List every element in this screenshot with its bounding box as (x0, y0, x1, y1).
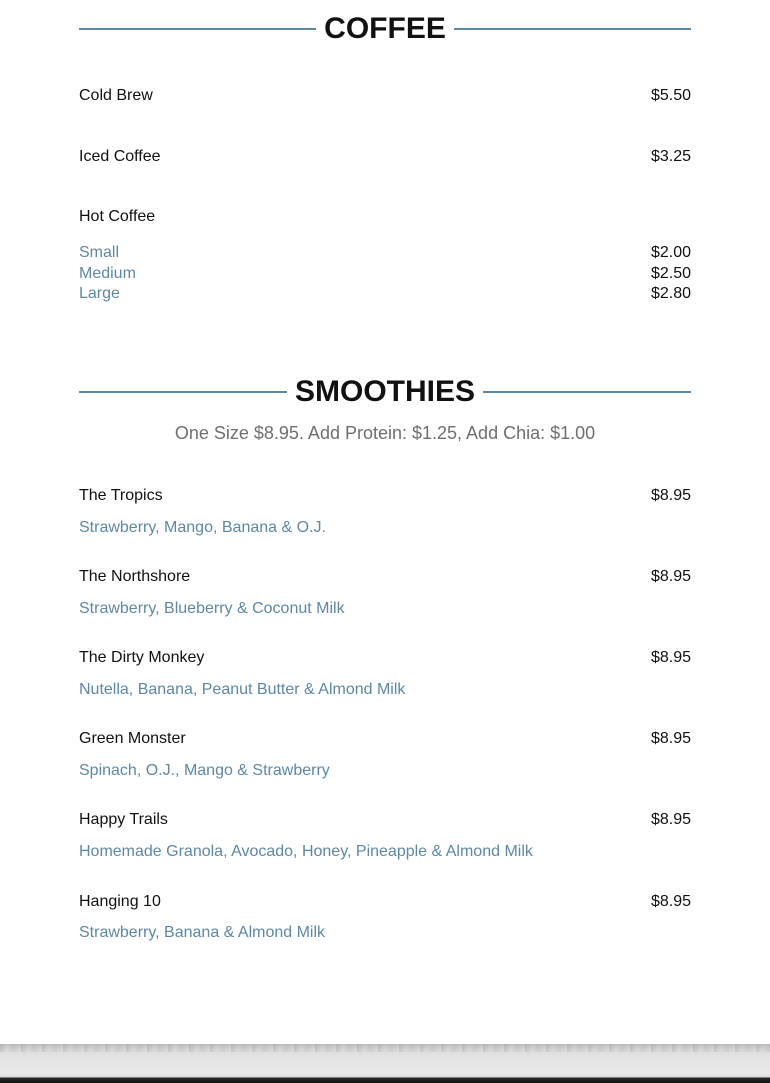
menu-item-the-dirty-monkey (79, 647, 691, 669)
item-price: $8.95 (650, 893, 691, 910)
menu-item-iced-coffee (79, 146, 691, 168)
heading-rule-right (483, 391, 691, 393)
item-name: The Tropics (79, 487, 163, 504)
menu-item-the-tropics (79, 485, 691, 507)
menu-item-green-monster (79, 728, 691, 750)
item-description: Homemade Granola, Avocado, Honey, Pineapple & Almond Milk (79, 843, 533, 860)
heading-rule-left (79, 391, 287, 393)
item-name: The Dirty Monkey (79, 649, 205, 666)
smoothies-heading-title: SMOOTHIES (295, 375, 476, 408)
item-name: Happy Trails (79, 811, 168, 828)
item-description: Nutella, Banana, Peanut Butter & Almond Milk (79, 681, 406, 698)
item-price: $5.50 (650, 87, 691, 104)
item-name: Iced Coffee (79, 148, 161, 165)
heading-rule-right (454, 28, 691, 30)
item-name: Hot Coffee (79, 208, 156, 225)
item-price: $8.95 (650, 649, 691, 666)
item-description: Strawberry, Mango, Banana & O.J. (79, 519, 326, 536)
size-option-medium (79, 264, 691, 284)
coffee-heading-title: COFFEE (324, 12, 446, 45)
size-name: Large (79, 285, 120, 302)
menu-item-cold-brew (79, 85, 691, 107)
item-name: Green Monster (79, 730, 186, 747)
size-option-small (79, 243, 691, 263)
item-description: Strawberry, Banana & Almond Milk (79, 924, 326, 941)
menu-item-hanging-10 (79, 891, 691, 913)
menu-item-happy-trails (79, 809, 691, 831)
heading-rule-left (79, 28, 316, 30)
item-description: Strawberry, Blueberry & Coconut Milk (79, 600, 345, 617)
size-option-large (79, 284, 691, 304)
menu-item-the-northshore (79, 566, 691, 588)
item-price: $8.95 (650, 568, 691, 585)
smoothies-pricing-note: One Size $8.95. Add Protein: $1.25, Add Chia: $1.00 (174, 423, 596, 443)
size-price: $2.80 (650, 285, 691, 302)
menu-item-hot-coffee (79, 206, 691, 228)
footer-texture-strip (0, 1044, 770, 1083)
item-name: Cold Brew (79, 87, 153, 104)
size-price: $2.00 (650, 244, 691, 261)
size-name: Medium (79, 265, 136, 282)
item-price: $8.95 (650, 487, 691, 504)
item-price: $8.95 (650, 811, 691, 828)
smoothies-heading (79, 372, 691, 412)
size-price: $2.50 (650, 265, 691, 282)
size-name: Small (79, 244, 120, 261)
item-price: $3.25 (650, 148, 691, 165)
item-price: $8.95 (650, 730, 691, 747)
item-name: The Northshore (79, 568, 191, 585)
item-name: Hanging 10 (79, 893, 161, 910)
coffee-heading (79, 9, 691, 49)
item-description: Spinach, O.J., Mango & Strawberry (79, 762, 330, 779)
